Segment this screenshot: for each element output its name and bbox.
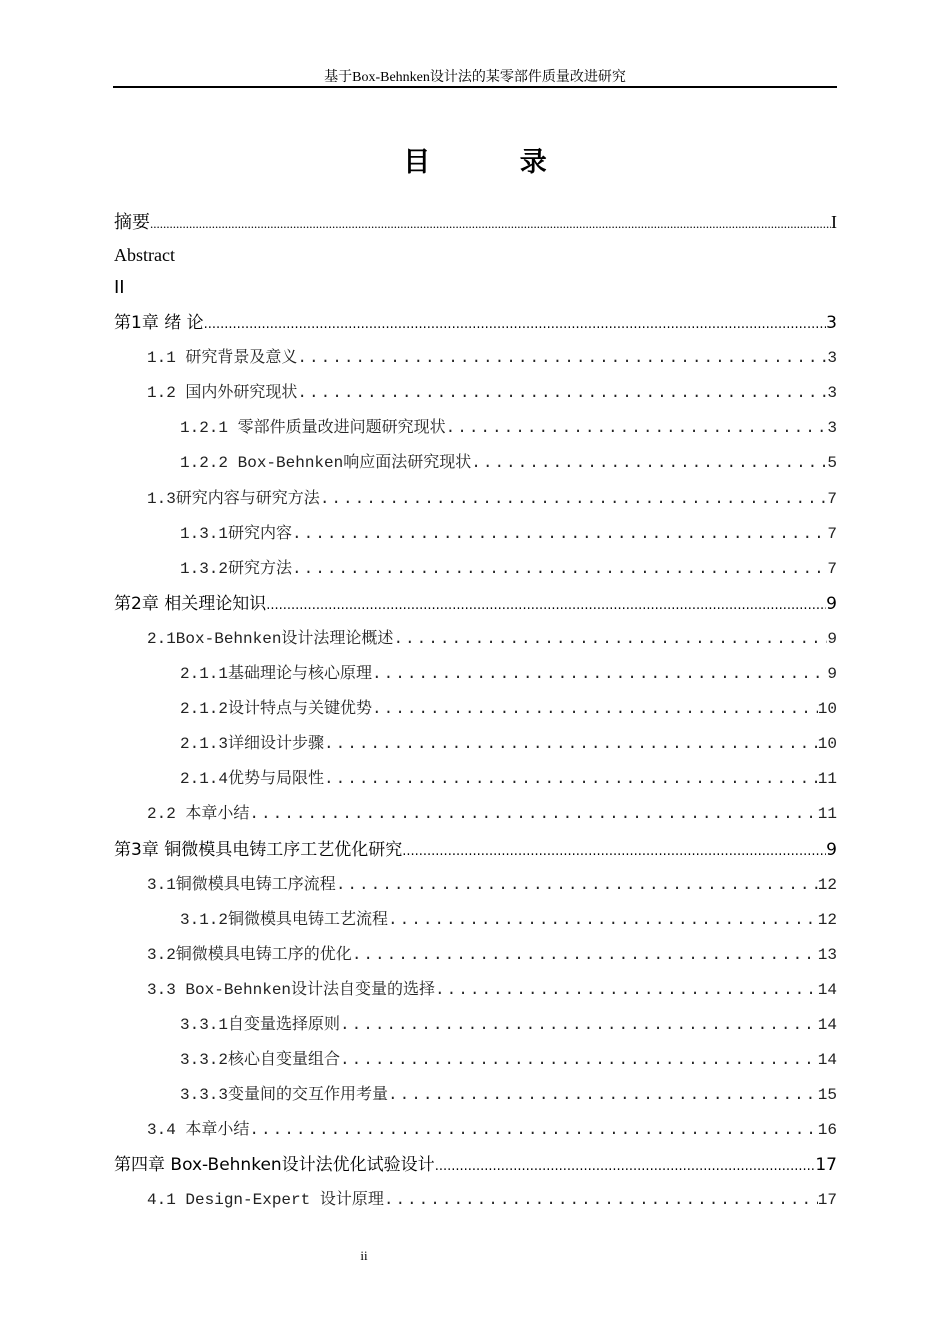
toc-section-entry[interactable]: [114, 973, 837, 1008]
toc-entry-label: 1.2.1 零部件质量改进问题研究现状: [180, 419, 446, 438]
toc-entry-page: II: [114, 277, 125, 299]
toc-entry-page: 9: [826, 593, 837, 614]
toc-section-entry[interactable]: [114, 1113, 837, 1148]
toc-chapter-entry[interactable]: [114, 1148, 837, 1183]
table-of-contents: [114, 205, 837, 1219]
toc-entry-page: 12: [817, 875, 837, 894]
toc-entry-label: 3.4 本章小结: [147, 1121, 250, 1140]
toc-entry-page: 7: [827, 489, 837, 508]
toc-entry-page: 10: [817, 700, 837, 719]
toc-entry-label: 1.3.2研究方法: [180, 559, 293, 578]
toc-entry-label: 第四章 Box-Behnken设计法优化试验设计: [114, 1155, 435, 1176]
toc-entry-abstract-en[interactable]: [114, 240, 837, 270]
toc-entry-page: 3: [827, 419, 837, 438]
toc-section-entry[interactable]: [114, 1078, 837, 1113]
toc-section-entry[interactable]: [114, 1183, 837, 1218]
toc-entry-label: 2.1.3详细设计步骤: [180, 735, 325, 754]
toc-entry-label: 2.1.2设计特点与关键优势: [180, 700, 373, 719]
toc-entry-label: 1.1 研究背景及意义: [147, 349, 298, 368]
toc-entry-page: 13: [817, 945, 837, 964]
toc-entry-page: 15: [817, 1086, 837, 1105]
toc-section-entry[interactable]: [114, 446, 837, 481]
toc-entry-page: 12: [817, 910, 837, 929]
toc-chapter-entry[interactable]: [114, 587, 837, 622]
toc-section-entry[interactable]: [114, 938, 837, 973]
toc-entry-abstract-en-page: [114, 270, 837, 306]
dot-leader: [204, 307, 827, 342]
toc-entry-page: 11: [817, 805, 837, 824]
dot-leader: [393, 622, 827, 657]
toc-entry-page: 14: [817, 1051, 837, 1070]
toc-entry-label: 2.1.1基础理论与核心原理: [180, 665, 373, 684]
dot-leader: [435, 973, 818, 1008]
toc-entry-page: 3: [827, 384, 837, 403]
dot-leader: [320, 482, 828, 517]
toc-section-entry[interactable]: [114, 868, 837, 903]
toc-entry-page: 14: [817, 980, 837, 999]
toc-entry-page: 14: [817, 1015, 837, 1034]
toc-entry-page: 9: [826, 839, 837, 860]
toc-section-entry[interactable]: [114, 657, 837, 692]
toc-entry-page: 3: [826, 313, 837, 334]
toc-entry-page: 11: [817, 770, 837, 789]
dot-leader: [388, 903, 818, 938]
toc-entry-page: I: [831, 212, 837, 232]
toc-entry-label: 3.2铜微模具电铸工序的优化: [147, 945, 352, 964]
toc-entry-label: 2.1.4优势与局限性: [180, 770, 325, 789]
toc-entry-label: 第1章 绪 论: [114, 313, 204, 334]
toc-entry-page: 17: [815, 1155, 837, 1176]
toc-entry-page: 16: [817, 1121, 837, 1140]
toc-section-entry[interactable]: [114, 727, 837, 762]
dot-leader: [388, 1078, 818, 1113]
toc-section-entry[interactable]: [114, 411, 837, 446]
dot-leader: [384, 1183, 818, 1218]
dot-leader: [150, 206, 831, 241]
toc-entry-label: 1.2.2 Box-Behnken响应面法研究现状: [180, 454, 472, 473]
toc-entry-page: 3: [827, 349, 837, 368]
toc-entry-label: 2.1Box-Behnken设计法理论概述: [147, 629, 394, 648]
toc-entry-label: 2.2 本章小结: [147, 805, 250, 824]
toc-section-entry[interactable]: [114, 797, 837, 832]
toc-entry-page: 7: [827, 524, 837, 543]
toc-entry-label: 3.3.2核心自变量组合: [180, 1051, 341, 1070]
toc-section-entry[interactable]: [114, 552, 837, 587]
toc-entry-label: 1.3研究内容与研究方法: [147, 489, 320, 508]
toc-chapter-entry[interactable]: [114, 833, 837, 868]
dot-leader: [340, 1008, 818, 1043]
toc-entry-page: 10: [817, 735, 837, 754]
toc-entry-page: 17: [817, 1191, 837, 1210]
toc-section-entry[interactable]: [114, 622, 837, 657]
toc-entry-label: Abstract: [114, 245, 175, 266]
toc-entry-label: 3.1.2铜微模具电铸工艺流程: [180, 910, 389, 929]
toc-entry-label: 3.3.1自变量选择原则: [180, 1015, 341, 1034]
dot-leader: [352, 938, 818, 973]
dot-leader: [249, 1113, 817, 1148]
dot-leader: [266, 588, 826, 623]
dot-leader: [340, 1043, 818, 1078]
toc-entry-label: 1.2 国内外研究现状: [147, 384, 298, 403]
toc-entry-label: 3.1铜微模具电铸工序流程: [147, 875, 336, 894]
toc-entry-page: 9: [827, 629, 837, 648]
dot-leader: [372, 657, 827, 692]
dot-leader: [249, 797, 817, 832]
toc-chapter-entry[interactable]: [114, 306, 837, 341]
toc-entry-label: 第3章 铜微模具电铸工序工艺优化研究: [114, 839, 403, 860]
toc-section-entry[interactable]: [114, 376, 837, 411]
toc-section-entry[interactable]: [114, 341, 837, 376]
toc-section-entry[interactable]: [114, 1008, 837, 1043]
toc-entry-label: 3.3.3变量间的交互作用考量: [180, 1086, 389, 1105]
dot-leader: [471, 446, 827, 481]
toc-entry-label: 1.3.1研究内容: [180, 524, 293, 543]
header-rule: [113, 86, 837, 88]
toc-entry-label: 第2章 相关理论知识: [114, 593, 267, 614]
dot-leader: [297, 376, 827, 411]
dot-leader: [336, 868, 818, 903]
dot-leader: [372, 692, 818, 727]
dot-leader: [292, 552, 827, 587]
toc-section-entry[interactable]: [114, 762, 837, 797]
toc-entry-label: 4.1 Design-Expert 设计原理: [147, 1191, 384, 1210]
toc-entry-label: 摘要: [114, 212, 150, 232]
page-number: ii: [360, 1248, 368, 1263]
dot-leader: [446, 411, 828, 446]
toc-section-entry[interactable]: [114, 517, 837, 552]
dot-leader: [435, 1149, 816, 1184]
toc-entry-page: 5: [827, 454, 837, 473]
dot-leader: [402, 834, 826, 869]
toc-entry-abstract-cn[interactable]: [114, 205, 837, 240]
toc-entry-label: 3.3 Box-Behnken设计法自变量的选择: [147, 980, 436, 999]
toc-entry-page: 7: [827, 559, 837, 578]
dot-leader: [297, 341, 827, 376]
dot-leader: [324, 762, 818, 797]
toc-section-entry[interactable]: [114, 903, 837, 938]
dot-leader: [324, 727, 818, 762]
toc-section-entry[interactable]: [114, 692, 837, 727]
toc-section-entry[interactable]: [114, 482, 837, 517]
toc-section-entry[interactable]: [114, 1043, 837, 1078]
dot-leader: [292, 517, 827, 552]
page-title: 目 录: [403, 147, 587, 178]
toc-entry-page: 9: [827, 665, 837, 684]
running-header: 基于Box-Behnken设计法的某零部件质量改进研究: [324, 70, 626, 85]
